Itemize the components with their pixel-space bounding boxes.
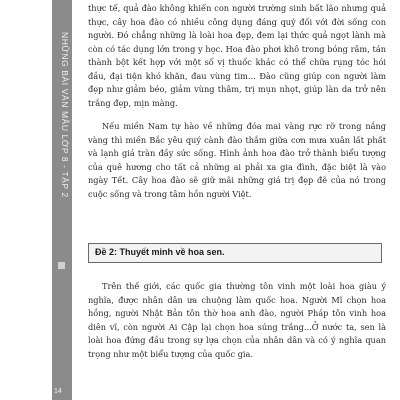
section-heading: Đề 2: Thuyết minh về hoa sen. [95, 247, 225, 257]
body-paragraph-2: Nếu miền Nam tự hào về những đóa mai vàng rực rỡ trong nắng vàng thì miền Bắc yêu quý cành đào thắm giữa cơn mưa xuân lất phất và lạnh giá tràn đầy sức sống. Hình ảnh hoa đào trở thành biểu tượng của quê hương cho tất cả những ai phải xa gia đình, đặc biệt là vào ngày Tết. Cây hoa đào sẽ giữ mãi những giá trị đẹp đẽ của nó trong cuộc sống và trong tâm hồn người Việt. [88, 121, 386, 199]
essay-body [88, 2, 386, 201]
section-heading-box [88, 243, 382, 263]
section-paragraph-1: Trên thế giới, các quốc gia thường tôn vinh một loài hoa giàu ý nghĩa, được nhân dân ưa chuộng làm quốc hoa. Người Mĩ chọn hoa hồng, người Nhật Bản tôn thờ hoa anh đào, người Pháp tôn vinh hoa diên vĩ, còn người Ai Cập lại chọn hoa súng trắng...Ở nước ta, sen là loài hoa đứng đầu trong sự lựa chọn của nhân dân và có ý nghĩa quan trọng như một biểu tượng của quốc gia. [88, 281, 386, 359]
sidebar-marker [58, 262, 65, 269]
section-body [88, 280, 386, 361]
sidebar-book-title: NHỮNG BÀI VĂN MẪU LỚP 8 - TẬP 2 [60, 32, 70, 198]
page-number: 14 [54, 388, 62, 395]
body-paragraph-1: thực tế, quả đào không khiến con người trường sinh bất lão nhưng quả thực, cây hoa đào có nhiều công dụng đáng quý đối với đời sống con người. Đó chẳng những là loài hoa đẹp, đem lại thức quả ngọt lành mà còn có tác dụng lớn trong y học. Hoa đào phơi khô trong bóng râm, tán thành bột kết hợp với một số vị thuốc khác có thể chữa rụng tóc hói đầu, đại tiện khó khăn, đau vùng tim... Đào cũng giúp con người làm đẹp như giảm béo, giảm vùng thâm, trị mụn nhọt, giúp làn da trở nên trắng đẹp, mịn màng. [88, 3, 386, 108]
